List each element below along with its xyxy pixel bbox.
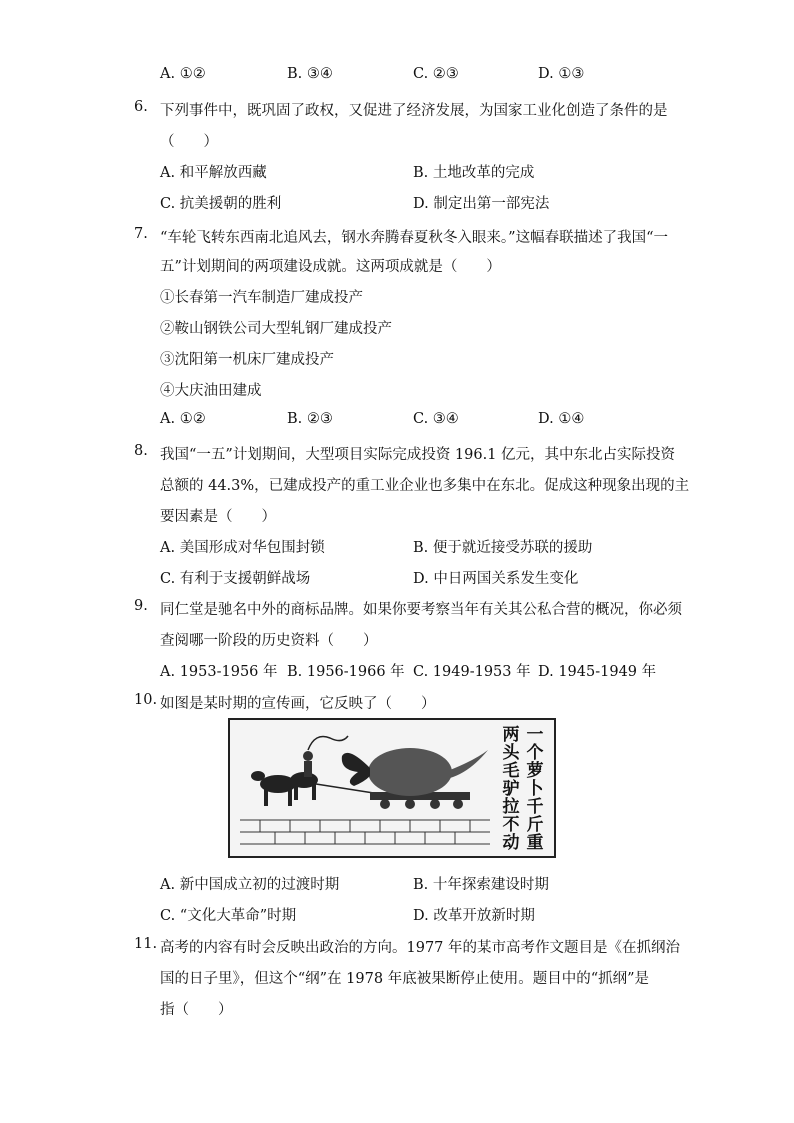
q8-option-a[interactable]: A. 美国形成对华包围封锁	[160, 540, 325, 556]
q9-number: 9.	[134, 598, 148, 614]
q8-stem-line-1: 我国“一五”计划期间，大型项目实际完成投资 196.1 亿元，其中东北占实际投资	[160, 447, 676, 463]
q6-option-a[interactable]: A. 和平解放西藏	[160, 165, 267, 181]
q11-stem-line-2: 国的日子里》，但这个“纲”在 1978 年底被果断停止使用。题目中的“抓纲”是	[160, 971, 650, 987]
q7-item-2: ②鞍山钢铁公司大型轧钢厂建成投产	[160, 321, 392, 337]
q6-option-b[interactable]: B. 土地改革的完成	[413, 165, 535, 181]
q6-option-d[interactable]: D. 制定出第一部宪法	[413, 196, 550, 212]
q9-stem-line-1: 同仁堂是驰名中外的商标品牌。如果你要考察当年有关其公私合营的概况，你必须	[160, 602, 682, 618]
q11-stem-line-1: 高考的内容有时会反映出政治的方向。1977 年的某市高考作文题目是《在抓纲治	[160, 940, 681, 956]
q7-item-3: ③沈阳第一机床厂建成投产	[160, 352, 334, 368]
q10-stem-line-1: 如图是某时期的宣传画，它反映了（ ）	[160, 696, 436, 712]
q7-item-4: ④大庆油田建成	[160, 383, 262, 399]
q9-option-d[interactable]: D. 1945-1949 年	[538, 664, 657, 680]
q5-option-b[interactable]: B. ③④	[287, 66, 333, 82]
q8-number: 8.	[134, 443, 148, 459]
q8-stem-line-2: 总额的 44.3%，已建成投产的重工业企业也多集中在东北。促成这种现象出现的主	[160, 478, 690, 494]
q7-option-b[interactable]: B. ②③	[287, 411, 333, 427]
q5-option-a[interactable]: A. ①②	[160, 66, 206, 82]
q7-number: 7.	[134, 226, 148, 242]
q7-item-1: ①长春第一汽车制造厂建成投产	[160, 290, 363, 306]
q8-stem-line-3: 要因素是（ ）	[160, 509, 276, 525]
q10-option-b[interactable]: B. 十年探索建设时期	[413, 877, 549, 893]
q6-stem-line-1: 下列事件中，既巩固了政权，又促进了经济发展，为国家工业化创造了条件的是	[160, 103, 668, 119]
q10-option-a[interactable]: A. 新中国成立初的过渡时期	[160, 877, 340, 893]
q7-option-a[interactable]: A. ①②	[160, 411, 206, 427]
q7-stem-line-1: “车轮飞转东西南北追风去，钢水奔腾春夏秋冬入眼来。”这幅春联描述了我国“一	[160, 230, 668, 246]
propaganda-poster	[228, 718, 556, 858]
poster-caption-left: 两头毛驴拉不动	[502, 725, 520, 853]
q5-option-d[interactable]: D. ①③	[538, 66, 585, 82]
q5-option-c[interactable]: C. ②③	[413, 66, 459, 82]
q9-option-c[interactable]: C. 1949-1953 年	[413, 664, 531, 680]
q6-number: 6.	[134, 99, 148, 115]
q8-option-c[interactable]: C. 有利于支援朝鲜战场	[160, 571, 311, 587]
q8-option-d[interactable]: D. 中日两国关系发生变化	[413, 571, 579, 587]
q9-stem-line-2: 查阅哪一阶段的历史资料（ ）	[160, 633, 378, 649]
q10-option-c[interactable]: C. “文化大革命”时期	[160, 908, 297, 924]
q6-option-c[interactable]: C. 抗美援朝的胜利	[160, 196, 282, 212]
q6-stem-line-2: （ ）	[160, 134, 218, 150]
q7-option-d[interactable]: D. ①④	[538, 411, 585, 427]
q10-number: 10.	[134, 692, 158, 708]
q10-option-d[interactable]: D. 改革开放新时期	[413, 908, 535, 924]
q7-option-c[interactable]: C. ③④	[413, 411, 459, 427]
q11-number: 11.	[134, 936, 158, 952]
q8-option-b[interactable]: B. 便于就近接受苏联的援助	[413, 540, 593, 556]
q7-stem-line-2: 五”计划期间的两项建设成就。这两项成就是（ ）	[160, 259, 501, 275]
q9-option-a[interactable]: A. 1953-1956 年	[160, 664, 278, 680]
q9-option-b[interactable]: B. 1956-1966 年	[287, 664, 405, 680]
q11-stem-line-3: 指（ ）	[160, 1002, 233, 1018]
poster-caption-right: 一个萝卜千斤重	[526, 725, 544, 853]
